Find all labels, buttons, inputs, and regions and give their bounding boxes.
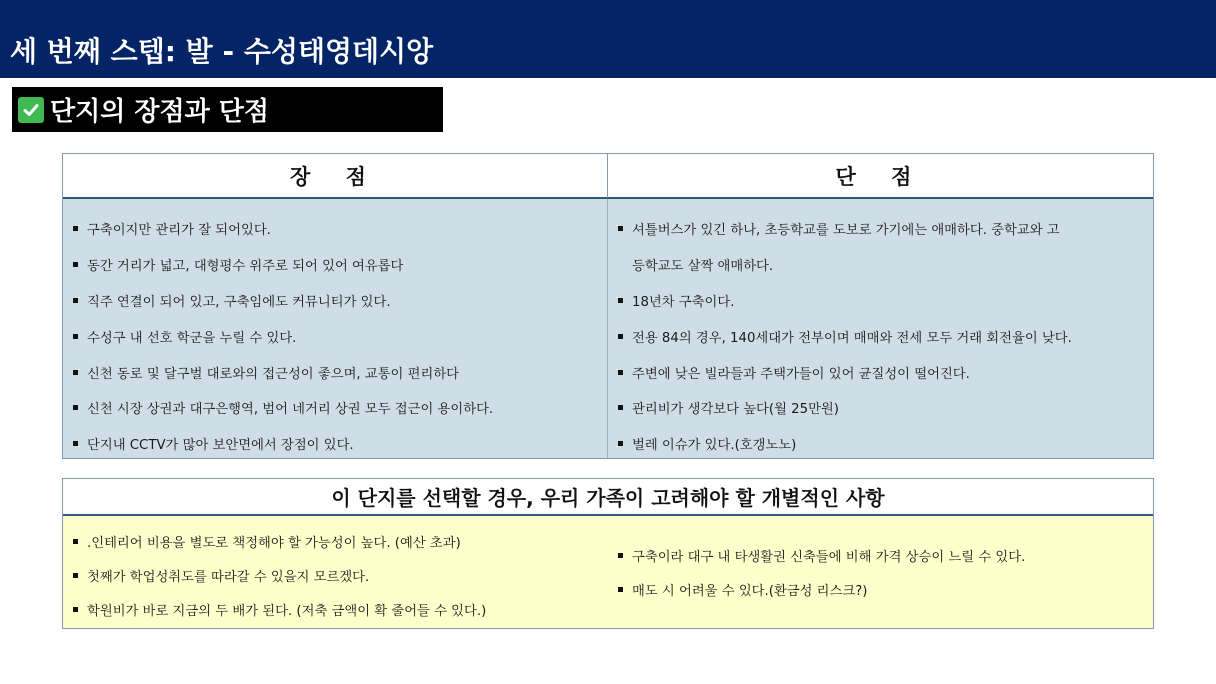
cons-list: [608, 199, 1153, 458]
bullet-icon: [73, 370, 78, 375]
pros-item-text: 수성구 내 선호 학군을 누릴 수 있다.: [87, 330, 297, 346]
list-item: [618, 354, 1153, 390]
list-item: [618, 211, 1153, 247]
bullet-icon: [73, 607, 78, 612]
cons-header: 단 점: [608, 154, 1153, 199]
family-considerations-title: 이 단지를 선택할 경우, 우리 가족이 고려해야 할 개별적인 사항: [63, 479, 1153, 516]
bullet-icon: [618, 226, 623, 231]
bullet-icon: [618, 298, 623, 303]
section-heading: [12, 87, 443, 132]
pros-item-text: 직주 연결이 되어 있고, 구축임에도 커뮤니티가 있다.: [87, 294, 391, 310]
cons-item-text: 벌레 이슈가 있다.(호갱노노): [632, 438, 797, 454]
pros-cons-table: [62, 153, 1154, 459]
checkmark-icon: [18, 97, 44, 123]
cons-item-text: 18년차 구축이다.: [632, 294, 735, 310]
pros-item-text: 동간 거리가 넓고, 대형평수 위주로 되어 있어 여유롭다: [87, 259, 404, 275]
list-item: [73, 247, 607, 283]
list-item: [618, 572, 1148, 606]
list-item: [73, 354, 607, 390]
bullet-icon: [73, 441, 78, 446]
list-item: [73, 318, 607, 354]
bullet-icon: [618, 405, 623, 410]
bullet-icon: [73, 334, 78, 339]
bullet-icon: [618, 587, 623, 592]
pros-item-text: 신천 시장 상권과 대구은행역, 범어 네거리 상권 모두 접근이 용이하다.: [87, 402, 494, 418]
family-item-text: .인테리어 비용을 별도로 책정해야 할 가능성이 높다. (예산 초과): [87, 535, 461, 551]
family-item-text: 학원비가 바로 지금의 두 배가 된다. (저축 금액이 확 줄어들 수 있다.): [87, 603, 487, 619]
list-item: [618, 390, 1153, 426]
family-item-text: 첫째가 학업성취도를 따라갈 수 있을지 모르겠다.: [87, 569, 370, 585]
list-item: [73, 426, 607, 462]
list-item: [73, 592, 613, 626]
list-item: [73, 211, 607, 247]
bullet-icon: [73, 405, 78, 410]
bullet-icon: [618, 553, 623, 558]
pros-item-text: 구축이지만 관리가 잘 되어있다.: [87, 223, 271, 239]
family-considerations-box: [62, 478, 1154, 629]
list-item: [73, 558, 613, 592]
bullet-icon: [73, 573, 78, 578]
cons-item-text: 셔틀버스가 있긴 하나, 초등학교를 도보로 가기에는 애매하다. 중학교와 고: [632, 223, 1060, 239]
list-item: [618, 538, 1148, 572]
family-considerations-body: [63, 516, 1153, 628]
family-item-text: 구축이라 대구 내 타생활권 신축들에 비해 가격 상승이 느릴 수 있다.: [632, 549, 1026, 565]
cons-item-text: 전용 84의 경우, 140세대가 전부이며 매매와 전세 모두 거래 회전율이 낮다.: [632, 330, 1072, 346]
pros-list: [63, 199, 608, 458]
bullet-icon: [73, 539, 78, 544]
list-item-continuation: [618, 247, 1153, 283]
list-item: [618, 318, 1153, 354]
bullet-icon: [73, 262, 78, 267]
list-item: [73, 283, 607, 319]
bullet-icon: [618, 441, 623, 446]
bullet-icon: [73, 298, 78, 303]
pros-item-text: 신천 동로 및 달구벌 대로와의 접근성이 좋으며, 교통이 편리하다: [87, 366, 460, 382]
pros-item-text: 단지내 CCTV가 많아 보안면에서 장점이 있다.: [87, 438, 354, 454]
pros-header: 장 점: [63, 154, 608, 199]
bullet-icon: [618, 334, 623, 339]
header-bar: [0, 0, 1216, 78]
list-item: [618, 426, 1153, 462]
cons-item-text: 주변에 낮은 빌라들과 주택가들이 있어 균질성이 떨어진다.: [632, 366, 970, 382]
bullet-icon: [73, 226, 78, 231]
family-item-text: 매도 시 어려울 수 있다.(환금성 리스크?): [632, 583, 868, 599]
section-heading-label: 단지의 장점과 단점: [50, 97, 270, 127]
list-item: [618, 283, 1153, 319]
list-item: [73, 524, 613, 558]
bullet-icon: [618, 370, 623, 375]
cons-item-text: 관리비가 생각보다 높다(월 25만원): [632, 402, 839, 418]
family-right-list: [618, 538, 1148, 606]
list-item: [73, 390, 607, 426]
cons-item-text: 등학교도 살짝 애매하다.: [632, 259, 774, 275]
family-left-list: [73, 524, 613, 626]
page-title: 세 번째 스텝: 발 - 수성태영데시앙: [10, 35, 434, 68]
